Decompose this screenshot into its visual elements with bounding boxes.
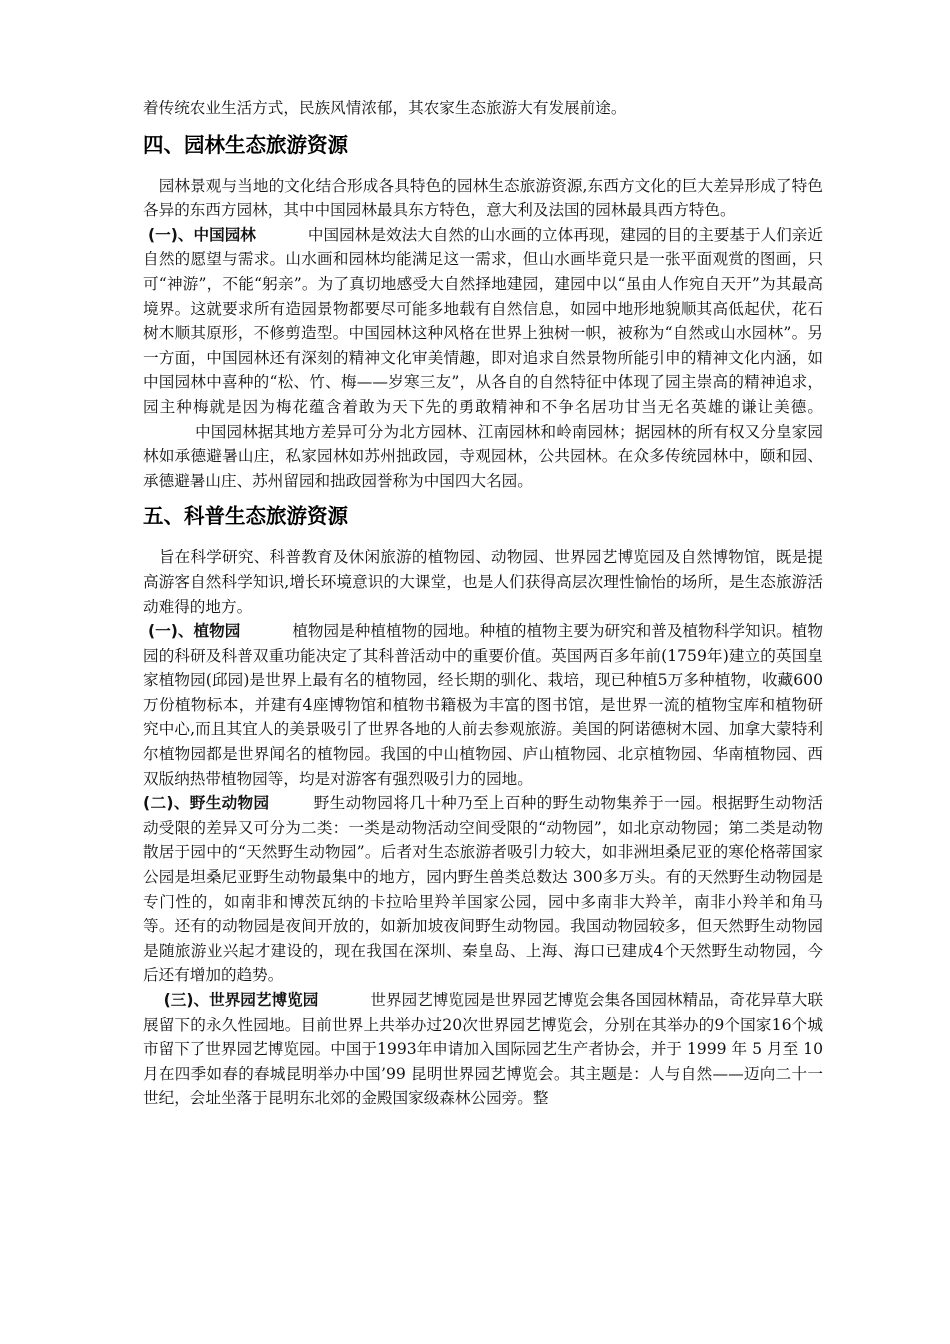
intro-line: 着传统农业生活方式，民族风情浓郁，其农家生态旅游大有发展前途。 xyxy=(143,99,627,117)
section-5-sub2-text: 野生动物园将几十种乃至上百种的野生动物集养于一园。根据野生动物活动受限的差异又可分为二类：一类是动物活动空间受限的“动物园”，如北京动物园；第二类是动物散居于园中的“天然野生动物园”。后者对生态旅游者吸引力较大，如非洲坦桑尼亚的寒伦格蒂国家公园是坦桑尼亚野生动物最集中的地方，园内野生兽类总数达 300多万头。有的天然野生动物园是专门性的，如南非和博茨瓦纳的卡拉哈里羚羊国家公园，园中多南非大羚羊，南非小羚羊和角马等。还有的动物园是夜间开放的，如新加坡夜间野生动物园。我国动物园较多，但天然野生动物园是随旅游业兴起才建设的，现在我国在深圳、秦皇岛、上海、海口已建成4个天然野生动物园，今后还有增加的趋势。 xyxy=(143,794,823,985)
section-4-sub1-title: (一)、中国园林 xyxy=(147,225,256,244)
section-5-heading: 五、科普生态旅游资源 xyxy=(143,504,348,529)
section-5-sub1-title: (一)、植物园 xyxy=(147,622,241,641)
section-5-sub2-title: (二)、野生动物园 xyxy=(143,794,270,813)
document-body xyxy=(143,96,823,1111)
section-5-sub2-paragraph xyxy=(143,791,823,988)
section-5-sub3-text: 世界园艺博览园是世界园艺博览会集各国园林精品，奇花异草大联展留下的永久性园地。目前世界上共举办过20次世界园艺博览会，分别在其举办的9个国家16个城市留下了世界园艺博览园。中国于1993年申请加入国际园艺生产者协会，并于 1999 年 5 月至 10 月在四季如春的春城昆明举办中国’99 昆明世界园艺博览会。其主题是：人与自然——迈向二十一世纪，会址坐落于昆明东北郊的金殿国家级森林公园旁。整 xyxy=(143,991,823,1108)
section-5-intro-text: 旨在科学研究、科普教育及休闲旅游的植物园、动物园、世界园艺博览园及自然博物馆，既是提高游客自然科学知识,增长环境意识的大课堂，也是人们获得高层次理性愉怡的场所，是生态旅游活动难得的地方。 xyxy=(143,548,823,616)
section-4-intro xyxy=(143,174,823,223)
section-5-sub3-paragraph xyxy=(143,988,823,1111)
section-4-sub1-text-a: 中国园林是效法大自然的山水画的立体再现，建园的目的主要基于人们亲近自然的愿望与需求。山水画和园林均能满足这一需求，但山水画毕竟只是一张平面观赏的图画，只可“神游”，不能“躬亲”。为了真切地感受大自然择地建园，建园中以“虽由人作宛自天开”为其最高境界。这就要求所有造园景物都要尽可能多地载有自然信息，如园中地形地貌顺其高低起伏，花石树木顺其原形，不修剪造型。中国园林这种风格在世界上独树一帜，被称为“自然或山水园林”。另一方面，中国园林还有深刻的精神文化审美情趣，即对追求自然景物所能引申的精神文化内涵，如中国园林中喜种的“松、竹、梅——岁寒三友”，从各自的自然特征中体现了园主崇高的精神追求，园主种梅就是因为梅花蕴含着敢为天下先的勇敢精神和不争名居功甘当无名英雄的谦让美德。 xyxy=(143,225,823,416)
section-4-sub1-paragraph xyxy=(143,223,823,494)
section-4-sub1-text-b: 中国园林据其地方差异可分为北方园林、江南园林和岭南园林；据园林的所有权又分皇家园林如承德避暑山庄，私家园林如苏州拙政园，寺观园林，公共园林。在众多传统园林中，颐和园、承德避暑山庄、苏州留园和拙政园誉称为中国四大名园。 xyxy=(143,422,823,490)
section-4-heading: 四、园林生态旅游资源 xyxy=(143,132,348,157)
section-5-sub1-text: 植物园是种植植物的园地。种植的植物主要为研究和普及植物科学知识。植物园的科研及科普双重功能决定了其科普活动中的重要价值。英国两百多年前(1759年)建立的英国皇家植物园(邱园)是世界上最有名的植物园，经长期的驯化、栽培，现已种植5万多种植物，收藏600万份植物标本，并建有4座博物馆和植物书籍极为丰富的图书馆，是世界一流的植物宝库和植物研究中心,而且其宜人的美景吸引了世界各地的人前去参观旅游。美国的阿诺德树木园、加拿大蒙特利尔植物园都是世界闻名的植物园。我国的中山植物园、庐山植物园、北京植物园、华南植物园、西双版纳热带植物园等，均是对游客有强烈吸引力的园地。 xyxy=(143,622,823,788)
section-4-intro-text: 园林景观与当地的文化结合形成各具特色的园林生态旅游资源,东西方文化的巨大差异形成了特色各异的东西方园林，其中中国园林最具东方特色，意大利及法国的园林最具西方特色。 xyxy=(143,176,823,220)
section-5-sub3-title: (三)、世界园艺博览园 xyxy=(163,991,319,1009)
section-5-sub1-paragraph xyxy=(143,619,823,791)
section-5-intro xyxy=(143,545,823,619)
